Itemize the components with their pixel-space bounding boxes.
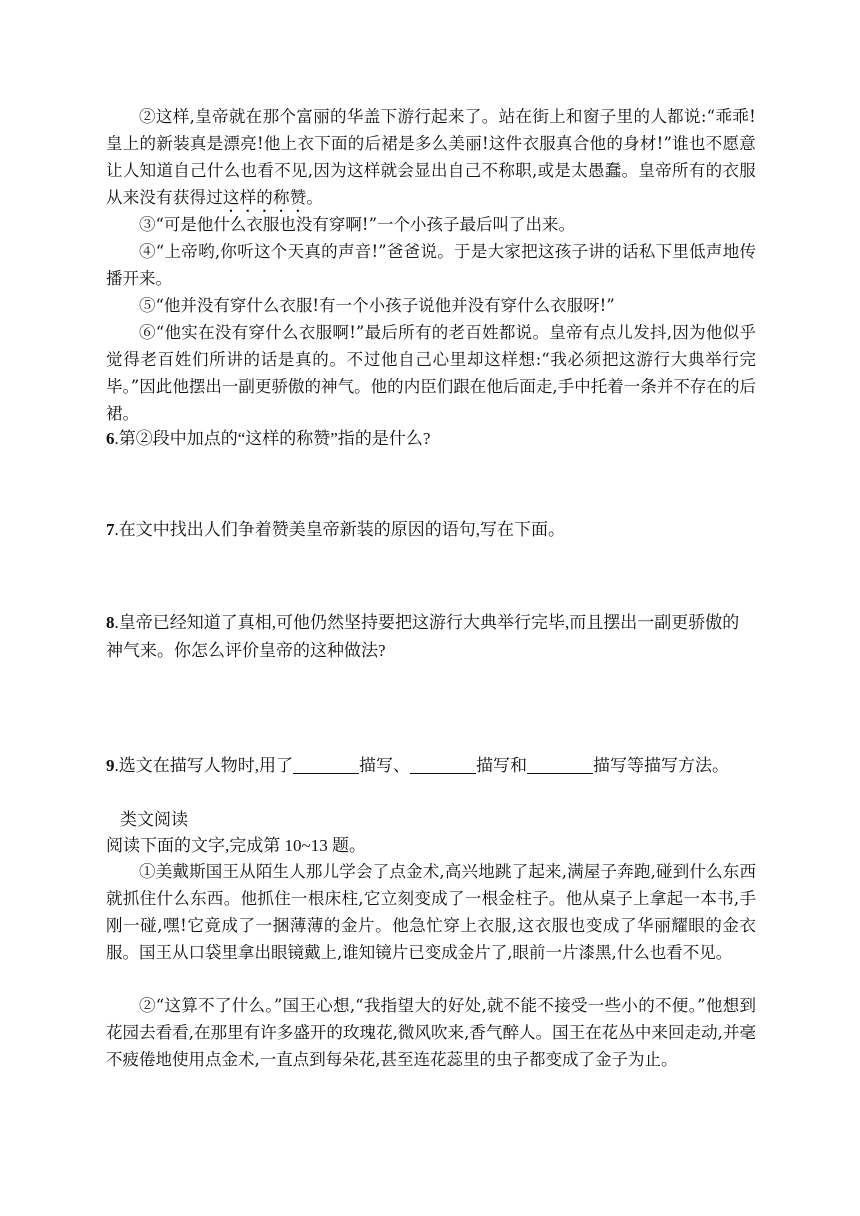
question-number: 7 bbox=[106, 520, 115, 539]
question-8 bbox=[106, 609, 756, 665]
answer-blank-2[interactable] bbox=[410, 755, 476, 774]
passage1-paragraph-4: ④“上帝哟,你听这个天真的声音!”爸爸说。于是大家把这孩子讲的话私下里低声地传播开来。 bbox=[106, 242, 756, 288]
question-text: .第②段中加点的“这样的称赞”指的是什么? bbox=[114, 429, 431, 448]
paragraph-text: ②这样,皇帝就在那个富丽的华盖下游行起来了。站在街上和窗子里的人都说:“乖乖!皇上的新装真是漂亮!他上衣下面的后裙是多么美丽!这件衣服真合他的身材!”谁也不愿意让人知道自己什么也看不见,因为这样就会显出自己不称职,或是太愚蠢。皇帝所有的衣服从来没有获得过 bbox=[106, 107, 756, 207]
question-text: 描写等描写方法。 bbox=[593, 756, 729, 775]
passage1-paragraph-5: ⑤“他并没有穿什么衣服!有一个小孩子说他并没有穿什么衣服呀!” bbox=[139, 296, 615, 315]
answer-blank-1[interactable] bbox=[293, 755, 359, 774]
question-text: 描写和 bbox=[476, 756, 527, 775]
section-heading: 类文阅读 bbox=[120, 810, 188, 829]
question-number: 9 bbox=[106, 756, 115, 775]
question-number: 6 bbox=[106, 429, 115, 448]
section-instruction: 阅读下面的文字,完成第 10~13 题。 bbox=[106, 836, 366, 855]
question-6 bbox=[106, 425, 756, 453]
question-text: .皇帝已经知道了真相,可他仍然坚持要把这游行大典举行完毕,而且摆出一副更骄傲的神气来。你怎么评价皇帝的这种做法? bbox=[106, 613, 740, 660]
passage2-paragraph-2: ②“这算不了什么。”国王心想,“我指望大的好处,就不能不接受一些小的不便。”他想到花园去看看,在那里有许多盛开的玫瑰花,微风吹来,香气醉人。国王在花丛中来回走动,并毫不疲倦地使用点金术,一直点到每朵花,甚至连花蕊里的虫子都变成了金子为止。 bbox=[106, 996, 756, 1069]
emphasized-phrase: 这样的称赞 bbox=[222, 188, 307, 207]
passage1-paragraph-2 bbox=[106, 103, 756, 216]
passage1-paragraph-3: ③“可是他什么衣服也没有穿啊!”一个小孩子最后叫了出来。 bbox=[139, 215, 576, 234]
passage1-paragraph-6: ⑥“他实在没有穿什么衣服啊!”最后所有的老百姓都说。皇帝有点儿发抖,因为他似乎觉得老百姓们所讲的话是真的。不过他自己心里却这样想:“我必须把这游行大典举行完毕。”因此他摆出一副更骄傲的神气。他的内臣们跟在他后面走,手中托着一条并不存在的后裙。 bbox=[106, 323, 756, 423]
paragraph-text-end: 。 bbox=[306, 188, 324, 207]
answer-blank-3[interactable] bbox=[527, 755, 593, 774]
question-9 bbox=[106, 752, 746, 780]
question-text: 描写、 bbox=[359, 756, 410, 775]
question-number: 8 bbox=[106, 613, 115, 632]
passage2-paragraph-1: ①美戴斯国王从陌生人那儿学会了点金术,高兴地跳了起来,满屋子奔跑,碰到什么东西就抓住什么东西。他抓住一根床柱,它立刻变成了一根金柱子。他从桌子上拿起一本书,手刚一碰,嘿!它竟成了一捆薄薄的金片。他急忙穿上衣服,这衣服也变成了华丽耀眼的金衣服。国王从口袋里拿出眼镜戴上,谁知镜片已变成金片了,眼前一片漆黑,什么也看不见。 bbox=[106, 862, 756, 962]
question-7 bbox=[106, 516, 756, 544]
question-text: .在文中找出人们争着赞美皇帝新装的原因的语句,写在下面。 bbox=[114, 520, 565, 539]
question-text: .选文在描写人物时,用了 bbox=[114, 756, 293, 775]
